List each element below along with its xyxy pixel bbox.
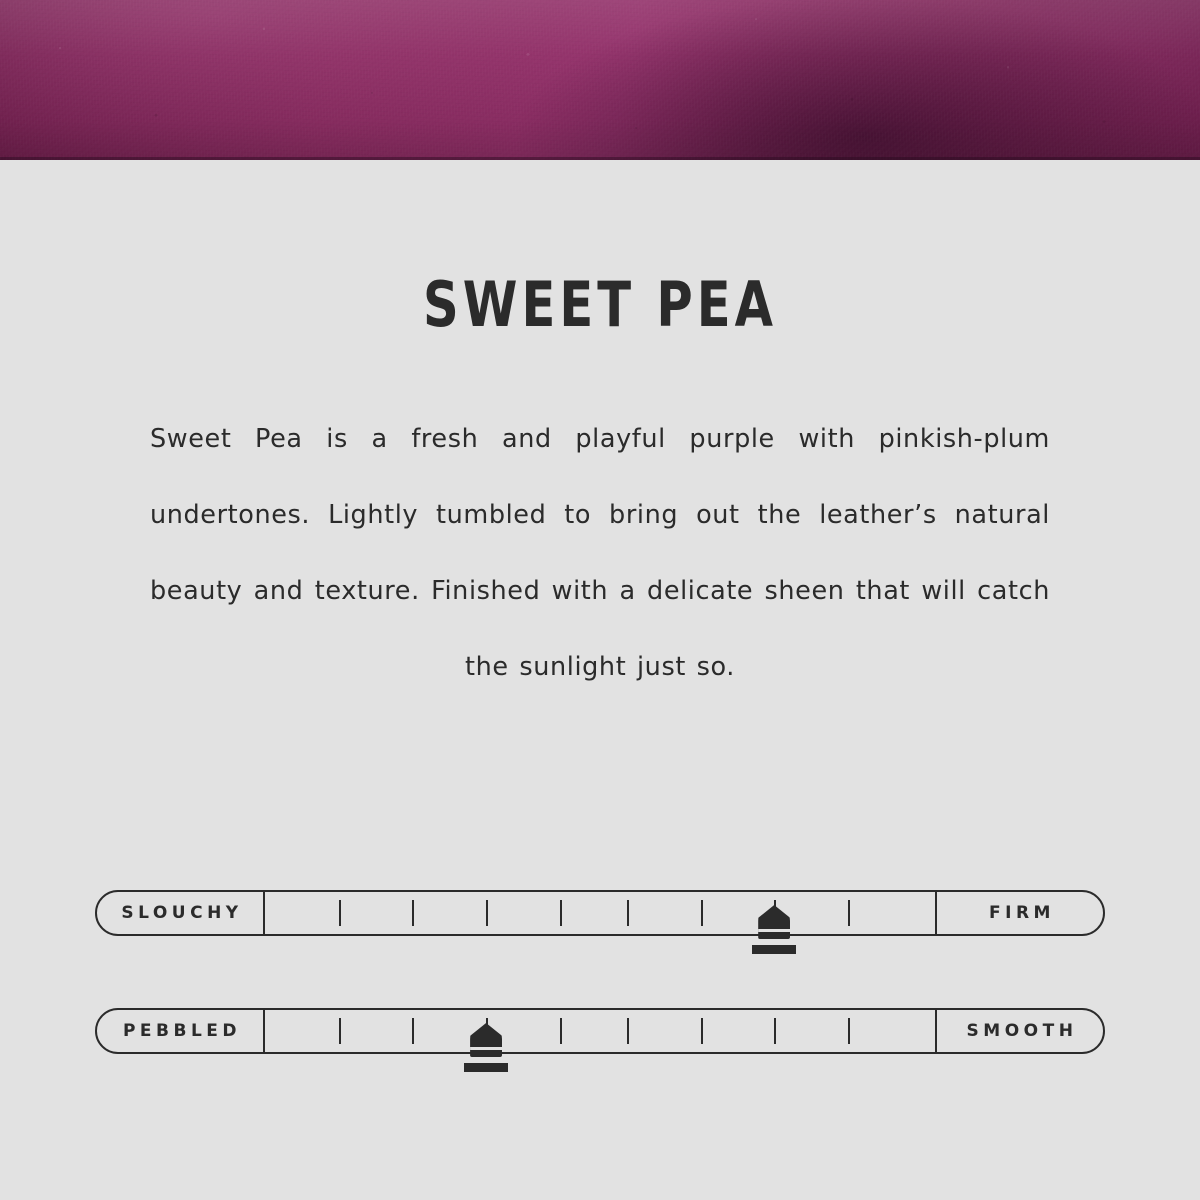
scale-tick [412, 900, 414, 926]
scale-firmness-marker[interactable] [752, 905, 796, 957]
scale-texture-track[interactable] [265, 1010, 935, 1052]
scale-texture-left-label: PEBBLED [97, 1010, 265, 1052]
scale-tick [339, 900, 341, 926]
swatch-sheen-overlay [0, 0, 1200, 160]
scale-tick [701, 900, 703, 926]
scale-firmness-track[interactable] [265, 892, 935, 934]
card-content [0, 160, 1200, 705]
scale-tick [560, 1018, 562, 1044]
marker-bar-icon [464, 1063, 508, 1072]
scale-tick [848, 1018, 850, 1044]
scale-firmness-left-label: SLOUCHY [97, 892, 265, 934]
marker-head-icon [470, 1023, 502, 1057]
scale-tick [701, 1018, 703, 1044]
scale-tick [560, 900, 562, 926]
scale-tick [339, 1018, 341, 1044]
scale-tick [486, 900, 488, 926]
scale-tick [412, 1018, 414, 1044]
color-description: Sweet Pea is a fresh and playful purple with pinkish-plum undertones. Lightly tumbled to bring out the leather’s natural beauty and texture. Finished with a delicate sheen that will catch the sunlight just so. [150, 424, 1050, 682]
marker-head-icon [758, 905, 790, 939]
scale-texture-right-label: SMOOTH [935, 1010, 1103, 1052]
page-title: SWEET PEA [423, 268, 777, 341]
marker-bar-icon [752, 945, 796, 954]
scale-firmness [95, 890, 1105, 936]
leather-swatch [0, 0, 1200, 160]
scale-tick [848, 900, 850, 926]
scale-tick [627, 900, 629, 926]
scale-texture-marker[interactable] [464, 1023, 508, 1075]
scale-tick [774, 1018, 776, 1044]
attribute-scales [0, 890, 1200, 1054]
scale-firmness-right-label: FIRM [935, 892, 1103, 934]
scale-texture [95, 1008, 1105, 1054]
scale-tick [627, 1018, 629, 1044]
